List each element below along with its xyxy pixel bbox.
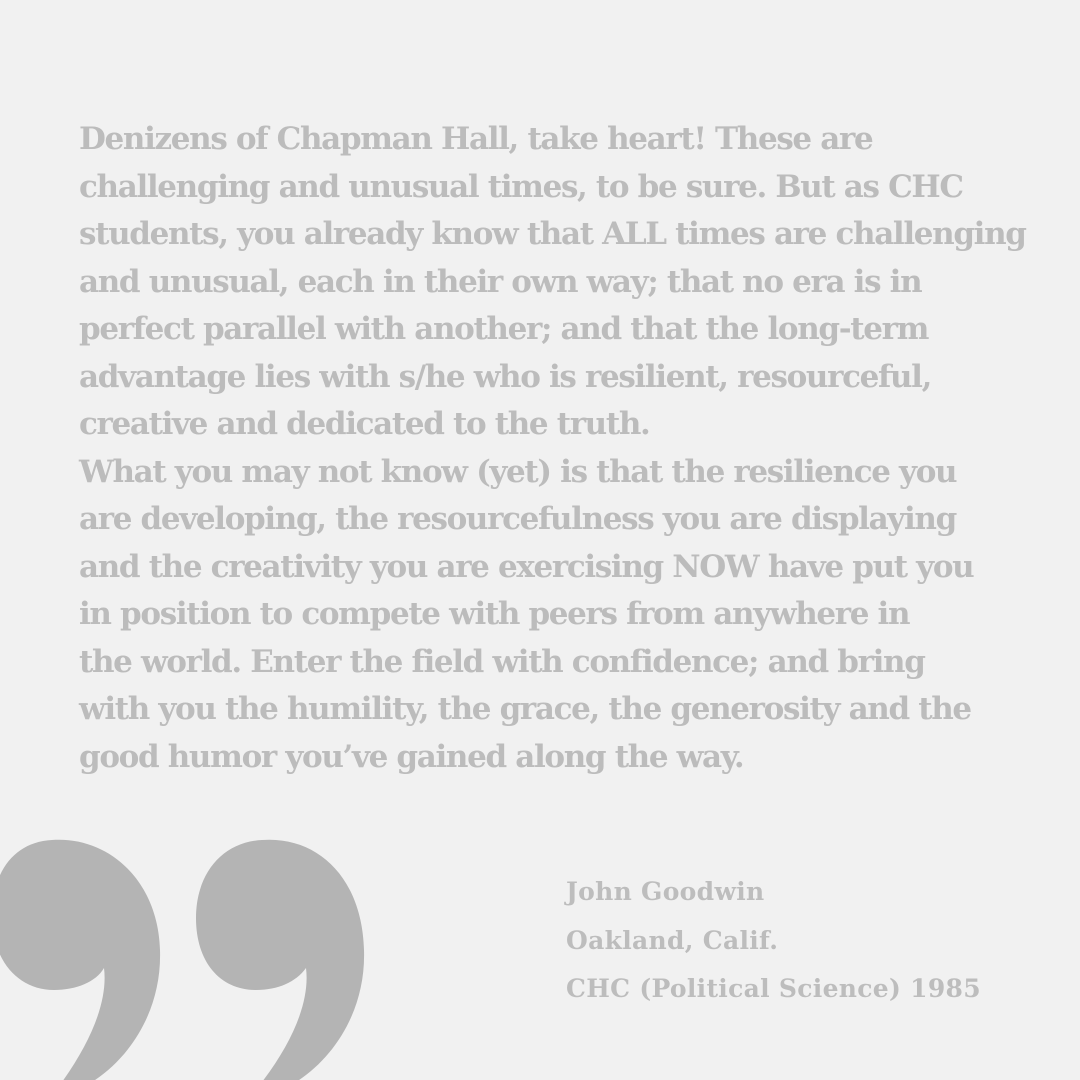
quote-line: are developing, the resourcefulness you are displaying: [79, 501, 956, 537]
quote-mark-left-glyph: [0, 840, 160, 1080]
quote-line: Denizens of Chapman Hall, take heart! These are: [79, 121, 873, 157]
quote-line: in position to compete with peers from anywhere in: [79, 596, 910, 632]
quote-line: advantage lies with s/he who is resilient, resourceful,: [79, 358, 932, 395]
quote-line: What you may not know (yet) is that the resilience you: [79, 453, 957, 490]
quote-line: students, you already know that ALL times are challenging: [79, 216, 1026, 252]
quote-line: and the creativity you are exercising NOW have put you: [79, 548, 974, 585]
attribution: [566, 868, 981, 1014]
author-affiliation: CHC (Political Science) 1985: [566, 974, 981, 1003]
quote-mark-right-glyph: [196, 840, 364, 1080]
quote-line: perfect parallel with another; and that the long-term: [79, 311, 929, 347]
quote-line: with you the humility, the grace, the generosity and the: [79, 691, 971, 727]
author-name: John Goodwin: [566, 877, 765, 906]
quote-line: creative and dedicated to the truth.: [79, 406, 650, 442]
quote-line: good humor you’ve gained along the way.: [79, 738, 744, 775]
quote-line: and unusual, each in their own way; that no era is in: [79, 263, 922, 300]
quote-text: [79, 116, 1059, 781]
quote-line: challenging and unusual times, to be sure. But as CHC: [79, 168, 963, 205]
author-location: Oakland, Calif.: [566, 925, 779, 955]
quote-line: the world. Enter the field with confidence; and bring: [79, 643, 925, 680]
